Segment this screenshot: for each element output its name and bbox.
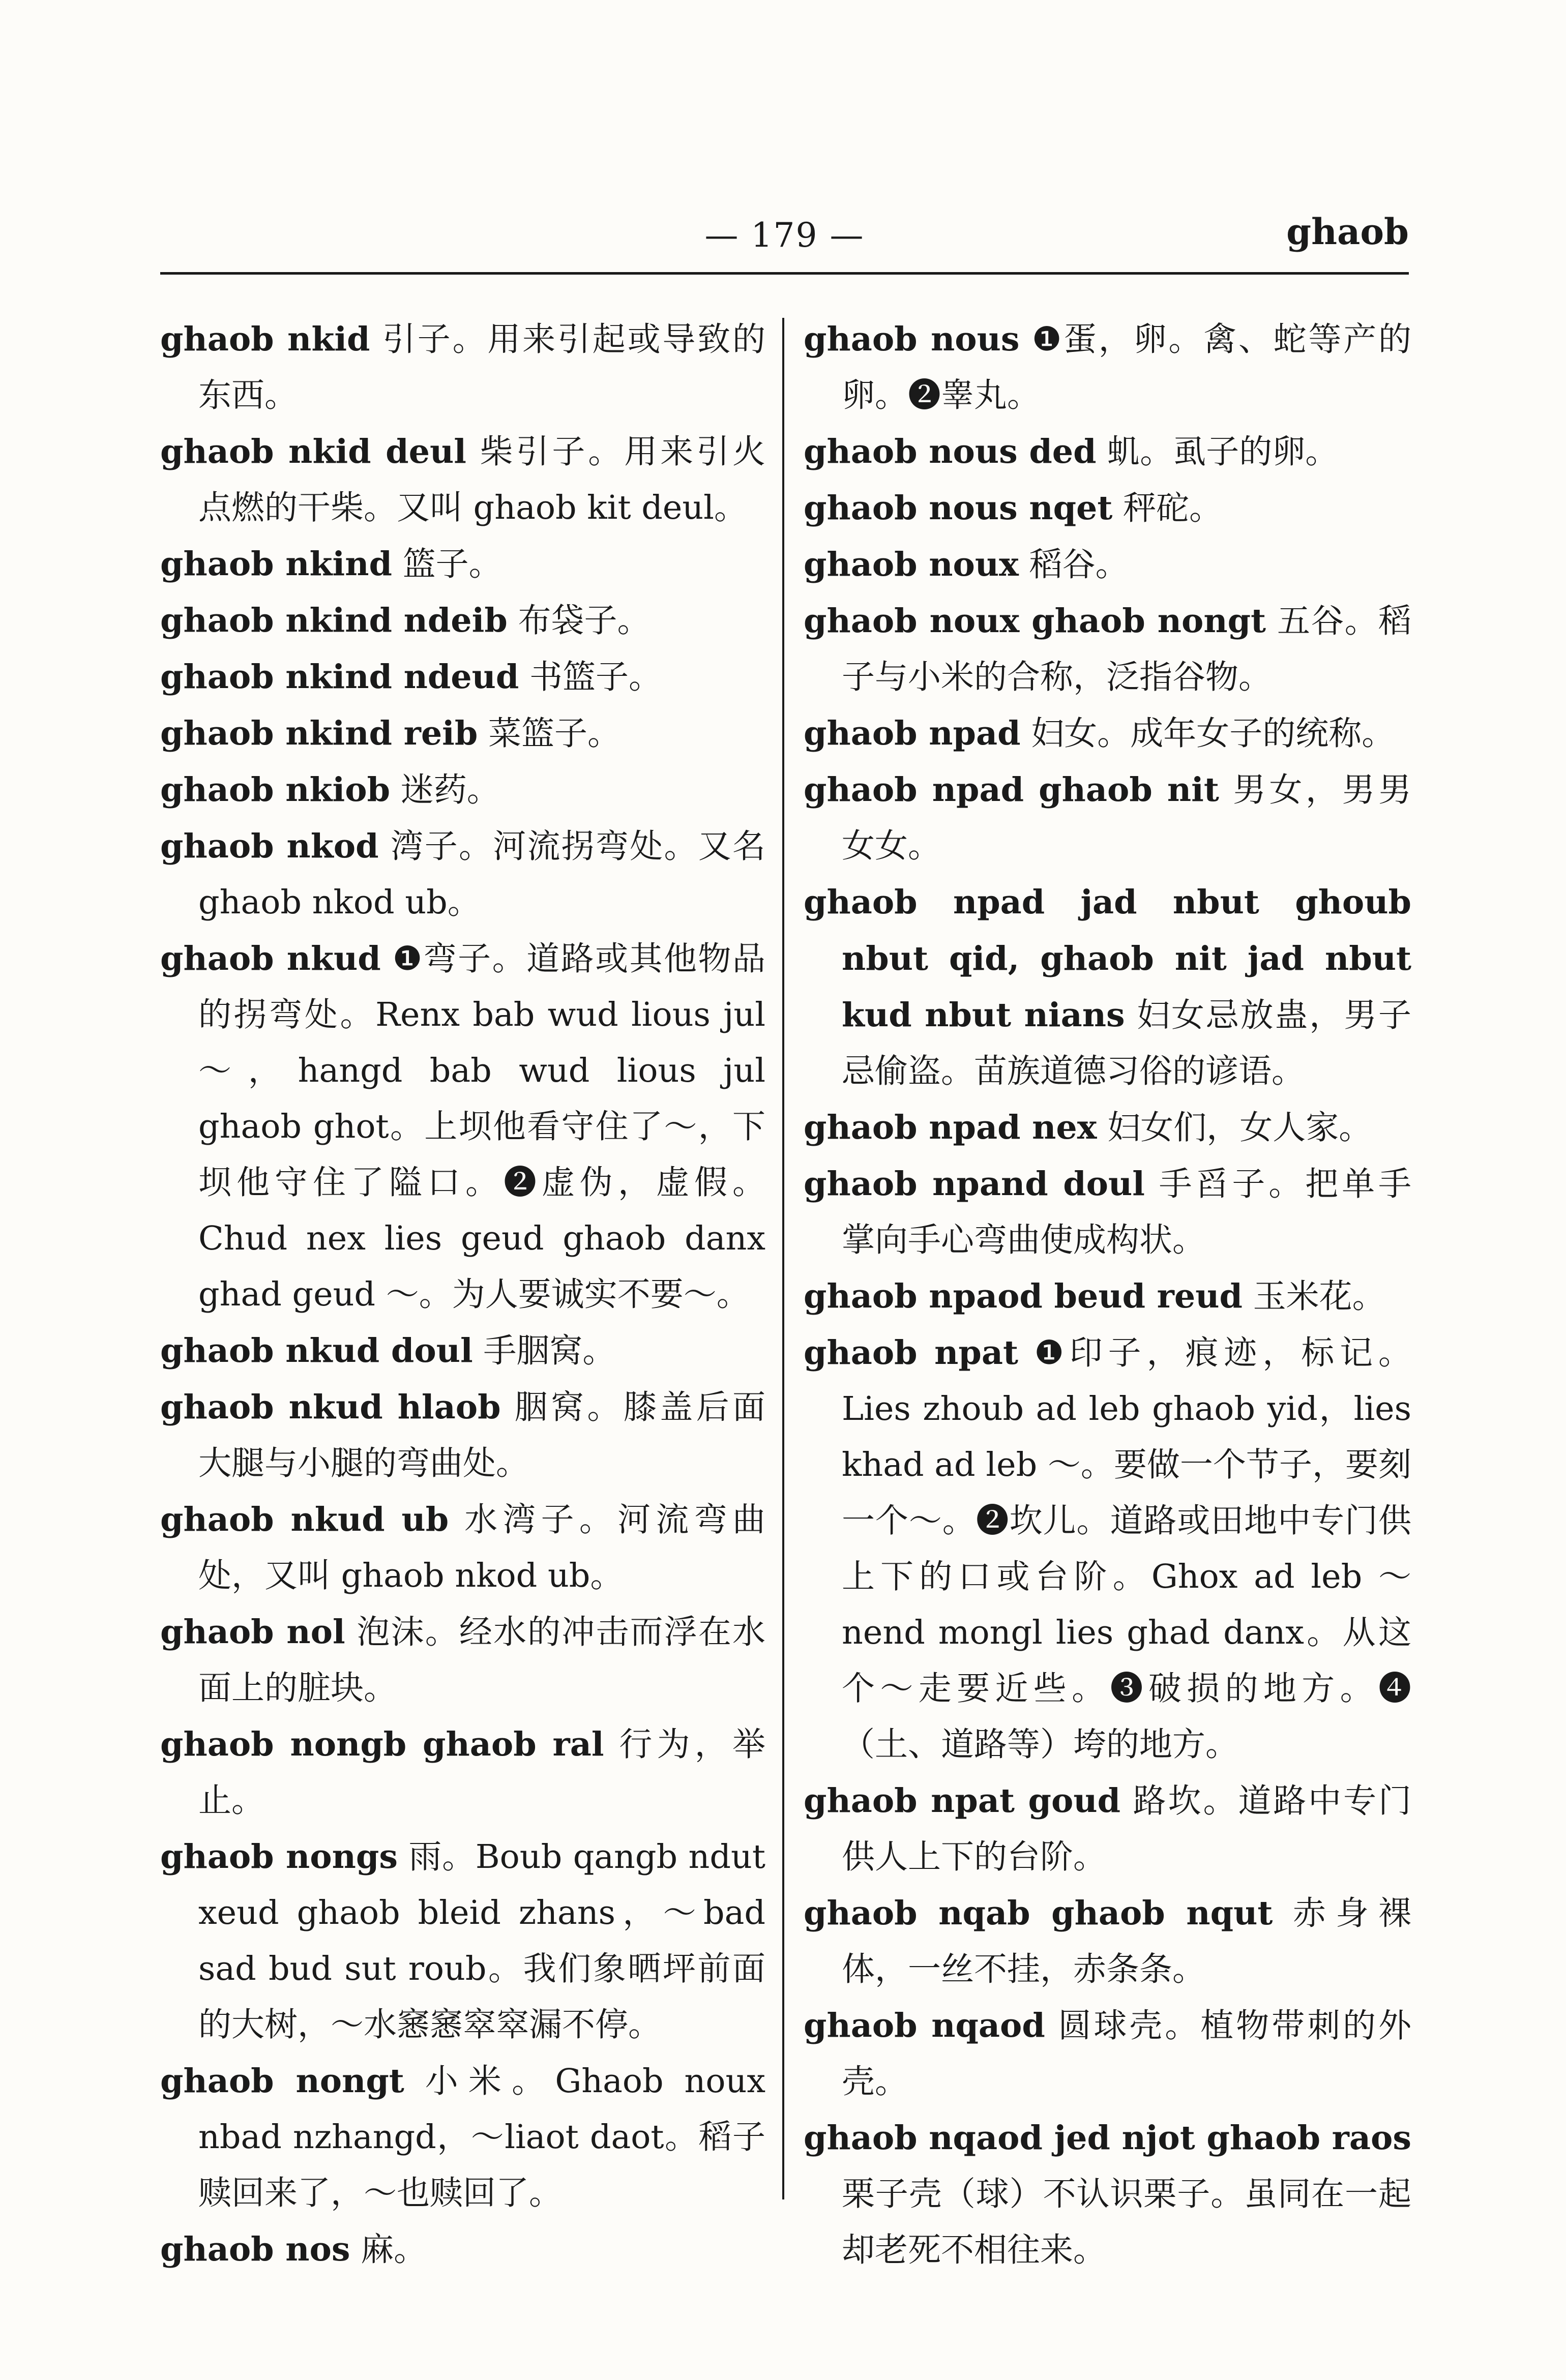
dictionary-entry (160, 1829, 765, 2053)
dictionary-entry (804, 480, 1411, 537)
entry-definition: ❶印子，痕迹，标记。Lies zhoub ad leb ghaob yid，lies khad ad leb ～。要做一个节子，要刻一个～。❷坎儿。道路或田地中专门供上下的口或台阶。Ghox ad leb ～ nend mongl lies ghad danx。从这个～走要近些。❸破损的地方。❹（土、道路等）垮的地方。 (842, 1334, 1411, 1764)
entry-headword: ghaob nkod (160, 827, 379, 866)
page-header (160, 203, 1409, 275)
entry-definition: 赤身裸体，一丝不挂，赤条条。 (842, 1894, 1411, 1988)
entry-headword: ghaob nongs (160, 1837, 398, 1876)
dictionary-entry (160, 818, 765, 931)
entry-headword: ghaob nqaod jed njot ghaob raos (804, 2119, 1411, 2157)
entry-definition: 手胭窝。 (483, 1332, 616, 1370)
entry-headword: ghaob nqaod (804, 2006, 1045, 2045)
dictionary-entry (804, 537, 1411, 593)
header-rule (160, 272, 1409, 275)
entry-headword: ghaob npad jad nbut ghoub nbut qid, ghaob nit jad nbut kud nbut nians (804, 883, 1411, 1034)
entry-headword: ghaob nos (160, 2230, 350, 2269)
entry-headword: ghaob nkind ndeud (160, 658, 519, 696)
dictionary-entry (160, 1716, 765, 1829)
entry-definition: 妇女们，女人家。 (1107, 1109, 1372, 1147)
entry-headword: ghaob nongt (160, 2062, 404, 2100)
entry-headword: ghaob noux (804, 545, 1019, 584)
entry-definition: 虮。虱子的卵。 (1107, 433, 1339, 471)
column-divider (782, 318, 784, 2199)
entry-headword: ghaob nqab ghaob nqut (804, 1894, 1273, 1932)
entry-definition: 秤砣。 (1123, 489, 1223, 527)
dictionary-entry (160, 1604, 765, 1716)
entry-definition: 麻。 (361, 2230, 427, 2269)
entry-definition: ❶蛋，卵。禽、蛇等产的卵。❷睾丸。 (842, 320, 1411, 414)
dictionary-entry (160, 1492, 765, 1604)
entry-headword: ghaob nkind (160, 545, 392, 583)
dictionary-entry (804, 1998, 1411, 2110)
entry-definition: 行为，举止。 (198, 1726, 765, 1820)
entry-definition: 玉米花。 (1253, 1277, 1385, 1316)
entry-definition: 胭窝。膝盖后面大腿与小腿的弯曲处。 (198, 1388, 765, 1482)
dictionary-entry (160, 424, 765, 536)
entry-headword: ghaob nous nqet (804, 489, 1113, 527)
entry-headword: ghaob nkid deul (160, 432, 466, 471)
entry-headword: ghaob nol (160, 1613, 345, 1651)
entry-definition: 湾子。河流拐弯处。又名 ghaob nkod ub。 (198, 827, 765, 921)
entry-headword: ghaob npad nex (804, 1108, 1097, 1147)
entry-headword: ghaob noux ghaob nongt (804, 602, 1266, 640)
entry-definition: 篮子。 (402, 545, 502, 583)
entry-definition: 稻谷。 (1029, 546, 1129, 584)
dictionary-entry (160, 649, 765, 705)
entry-definition: 路坎。道路中专门供人上下的台阶。 (842, 1782, 1411, 1876)
dictionary-entry (804, 762, 1411, 874)
dictionary-entry (160, 1323, 765, 1379)
entry-definition: 书篮子。 (529, 658, 662, 696)
entry-headword: ghaob nkind reib (160, 714, 478, 753)
dictionary-entry (160, 536, 765, 592)
dictionary-entry (160, 2053, 765, 2221)
entry-headword: ghaob nkiob (160, 770, 391, 809)
entry-definition: 引子。用来引起或导致的东西。 (198, 320, 765, 414)
dictionary-entry (160, 1379, 765, 1492)
entry-headword: ghaob npat goud (804, 1781, 1121, 1820)
dictionary-entry (160, 592, 765, 649)
entry-definition: 栗子壳（球）不认识栗子。虽同在一起却老死不相往来。 (842, 2175, 1411, 2269)
entry-headword: ghaob nkud doul (160, 1331, 473, 1370)
entry-definition: 柴引子。用来引火点燃的干柴。又叫 ghaob kit deul。 (198, 433, 765, 527)
entry-definition: 水湾子。河流弯曲处，又叫 ghaob nkod ub。 (198, 1501, 765, 1595)
dictionary-entry (804, 1099, 1411, 1156)
entry-headword: ghaob npat (804, 1333, 1019, 1372)
entry-definition: 菜篮子。 (488, 715, 621, 753)
entry-definition: 泡沫。经水的冲击而浮在水面上的脏块。 (198, 1613, 765, 1707)
entry-definition: 妇女。成年女子的统称。 (1031, 715, 1395, 753)
left-column (160, 311, 765, 2278)
entry-headword: ghaob nongb ghaob ral (160, 1725, 604, 1764)
entry-headword: ghaob nkud hlaob (160, 1388, 501, 1426)
dictionary-entry (804, 593, 1411, 705)
dictionary-entry (160, 311, 765, 424)
entry-definition: 雨。Boub qangb ndut xeud ghaob bleid zhans，～bad sad bud sut roub。我们象晒坪前面的大树，～水窸窸窣窣漏不停。 (198, 1838, 766, 2044)
entry-headword: ghaob nkid (160, 320, 370, 359)
dictionary-entry (160, 705, 765, 762)
dictionary-entry (160, 2221, 765, 2278)
dictionary-entry (804, 311, 1411, 424)
dictionary-entry (160, 762, 765, 818)
dictionary-entry (804, 1268, 1411, 1325)
entry-headword: ghaob nous (804, 320, 1020, 359)
dictionary-entry (160, 931, 765, 1323)
entry-headword: ghaob nkud ub (160, 1500, 449, 1539)
dictionary-entry (804, 1156, 1411, 1268)
dictionary-entry (804, 1773, 1411, 1885)
entry-headword: ghaob nous ded (804, 432, 1097, 471)
entry-definition: 圆球壳。植物带刺的外壳。 (842, 2007, 1411, 2101)
entry-headword: ghaob npad (804, 714, 1021, 753)
right-column (804, 311, 1411, 2278)
entry-definition: 妇女忌放蛊，男子忌偷盗。苗族道德习俗的谚语。 (842, 996, 1411, 1090)
dictionary-entry (804, 1325, 1411, 1773)
dictionary-entry (804, 705, 1411, 762)
entry-definition: 小米。Ghaob noux nbad nzhangd，～liaot daot。稻子赎回来了，～也赎回了。 (198, 2062, 765, 2212)
entry-definition: 手舀子。把单手掌向手心弯曲使成构状。 (842, 1165, 1411, 1259)
entry-headword: ghaob nkud (160, 939, 381, 978)
entry-definition: ❶弯子。道路或其他物品的拐弯处。Renx bab wud lious jul ～，hangd bab wud lious jul ghaob ghot。上坝他看守住了～，下坝他守住了隘口。❷虚伪，虚假。Chud nex lies geud ghaob danx ghad geud ～。为人要诚实不要～。 (198, 940, 765, 1314)
dictionary-entry (804, 424, 1411, 480)
running-head: ghaob (1286, 211, 1409, 253)
entry-definition: 布袋子。 (518, 602, 651, 640)
entry-definition: 迷药。 (400, 771, 500, 809)
page-number: — 179 — (704, 216, 865, 255)
entry-headword: ghaob npad ghaob nit (804, 770, 1219, 809)
entry-definition: 五谷。稻子与小米的合称，泛指谷物。 (842, 602, 1411, 696)
dictionary-entry (804, 2110, 1411, 2278)
dictionary-entry (804, 1885, 1411, 1998)
dictionary-entry (804, 874, 1411, 1099)
entry-headword: ghaob npand doul (804, 1165, 1145, 1203)
entry-definition: 男女，男男女女。 (842, 771, 1411, 865)
entry-headword: ghaob nkind ndeib (160, 601, 508, 640)
entry-headword: ghaob npaod beud reud (804, 1277, 1243, 1316)
